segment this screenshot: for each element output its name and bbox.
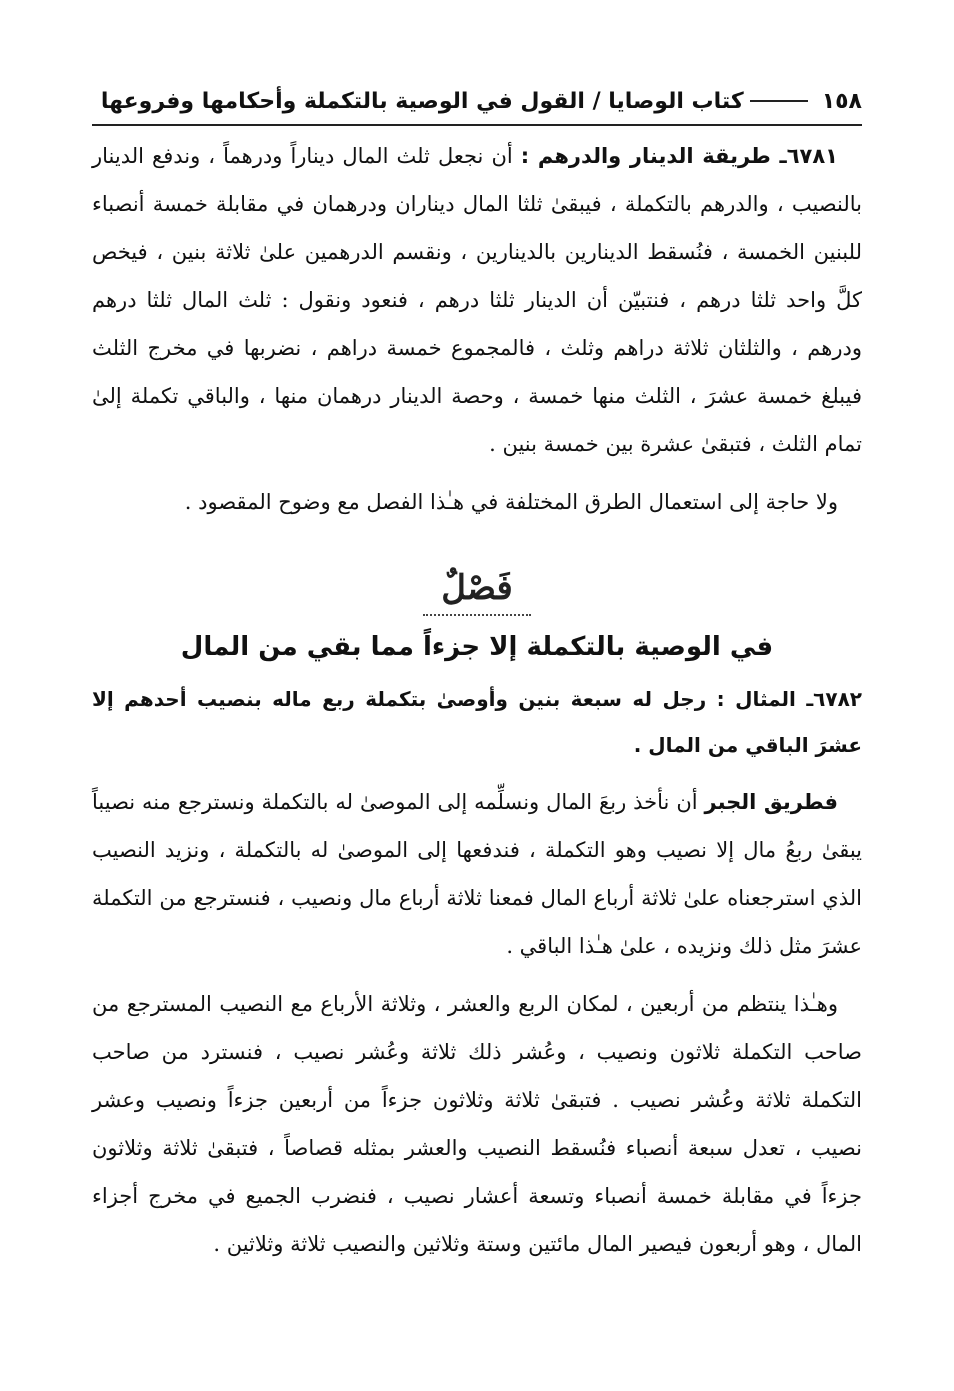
- fasl-calligraphy: فَصْلٌ: [423, 564, 531, 616]
- paragraph-forty: وهـٰذا ينتظم من أربعين ، لمكان الربع والعشر ، وثلاثة الأرباع مع النصيب المسترجع من صاحب التكملة ثلاثون ونصيب ، وعُشر ذلك ثلاثة وعُشر نصيب ، فنسترد من صاحب التكملة ثلاثة وعُشر نصيب . فتبقىٰ ثلاثة وثلاثون جزءاً من أربعين جزءاً ونصيب وعشر نصيب ، تعدل سبعة أنصباء فنُسقط النصيب والعشر بمثله قصاصاً ، فتبقىٰ ثلاثة وثلاثون جزءاً في مقابلة خمسة أنصباء وتسعة أعشار نصيب ، فنضرب الجميع في مخرج أجزاء المال ، وهو أربعون فيصير المال مائتين وستة وثلاثين والنصيب ثلاثة وثلاثين .: [92, 992, 862, 1256]
- header-rule: [750, 100, 808, 102]
- running-header: [92, 78, 862, 126]
- paragraph-lead: فطريق الجبر: [704, 790, 838, 814]
- example-6782: ٦٧٨٢ـ المثال : رجل له سبعة بنين وأوصىٰ بتكملة ربع ماله بنصيب أحدهم إلا عشرَ الباقي من المال .: [92, 687, 862, 757]
- header-title: كتاب الوصايا / القول في الوصية بالتكملة وأحكامها وفروعها: [100, 88, 744, 114]
- paragraph-note: ولا حاجة إلى استعمال الطرق المختلفة في هـٰذا الفصل مع وضوح المقصود .: [184, 490, 838, 514]
- paragraph-text: أن نأخذ ربعَ المال ونسلِّمه إلى الموصىٰ له بالتكملة ونسترجع منه نصيباً يبقىٰ ربعُ مال إلا نصيب وهو التكملة ، فندفعها إلى الموصىٰ له بالتكملة ، ونزيد النصيب الذي استرجعناه علىٰ ثلاثة أرباع المال فمعنا ثلاثة أرباع مال ونصيب ، فنسترجع من التكملة عشرَ مثل ذلك ونزيده ، علىٰ هـٰذا الباقي .: [92, 790, 862, 958]
- paragraph-lead: ٦٧٨١ـ طريقة الدينار والدرهم :: [520, 144, 838, 168]
- paragraph-6781: [92, 132, 862, 468]
- page-body: [92, 132, 862, 1268]
- section-title: في الوصية بالتكملة إلا جزءاً مما بقي من المال: [180, 632, 774, 662]
- page-number: ١٥٨: [821, 88, 862, 114]
- paragraph-text: أن نجعل ثلث المال ديناراً ودرهماً ، وندفع الدينار بالنصيب ، والدرهم بالتكملة ، فيبقىٰ ثلثا المال ديناران ودرهمان في مقابلة خمسة أنصباء للبنين الخمسة ، فنُسقط الدينارين بالدينارين ، ونقسم الدرهمين علىٰ ثلاثة بنين ، فيخص كلَّ واحد ثلثا درهم ، فنتبيّن أن الدينار ثلثا درهم ، فنعود ونقول : ثلث المال ثلثا درهم ودرهم ، والثلثان ثلاثة دراهم وثلث ، فالمجموع خمسة دراهم ، نضربها في مخرج الثلث فيبلغ خمسة عشرَ ، الثلث منها خمسة ، وحصة الدينار درهمان منها ، والباقي تكملة إلىٰ تمام الثلث ، فتبقىٰ عشرة بين خمسة بنين .: [92, 144, 862, 456]
- paragraph-jabr: [92, 778, 862, 970]
- fasl-ornament: [92, 558, 862, 622]
